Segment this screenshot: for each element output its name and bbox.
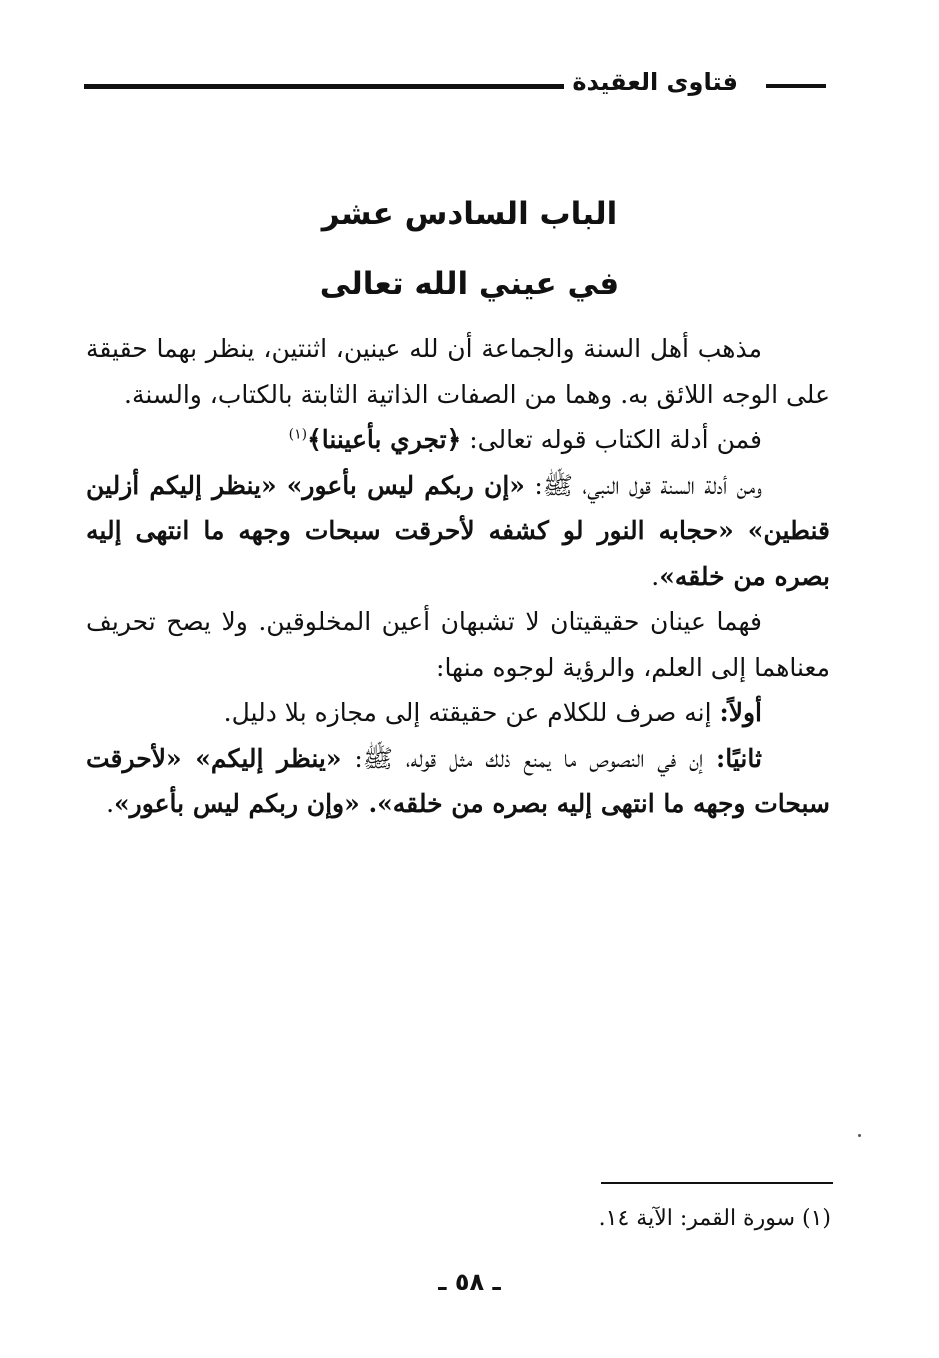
body-text — [86, 326, 830, 827]
paragraph-2 — [86, 417, 830, 463]
point-1-text: إنه صرف للكلام عن حقيقته إلى مجازه بلا دليل. — [223, 698, 720, 727]
footnote-separator — [601, 1182, 833, 1184]
chapter-subtitle: في عيني الله تعالى — [319, 266, 620, 302]
scan-speck — [858, 1134, 861, 1137]
point-2-label: ثانيًا: — [716, 743, 762, 773]
paragraph-3 — [86, 463, 830, 600]
paragraph-4: فهما عينان حقيقيتان لا تشبهان أعين المخلوقين. ولا يصح تحريف معناهما إلى العلم، والرؤية لوجوه منها: — [86, 607, 830, 682]
point-2-text: إن في النصوص ما يمنع ذلك مثل قوله، ﷺ: — [341, 743, 717, 773]
page-number: ـ ٥٨ ـ — [438, 1268, 501, 1296]
hadith-quotes: «إن ربكم ليس بأعور» «ينظر إليكم أزلين قنطين» «حجابه النور لو كشفه لأحرقت سبحات وجهه ما انتهى إليه بصره من خلقه» — [86, 470, 830, 591]
running-title: فتاوى العقيدة — [572, 68, 738, 96]
paragraph-1: مذهب أهل السنة والجماعة أن لله عينين، اثنتين، ينظر بهما حقيقة على الوجه اللائق به. وهما من الصفات الذاتية الثابتة بالكتاب، والسنة. — [86, 334, 830, 409]
quran-verse: ﴿تجري بأعيننا﴾ — [307, 425, 462, 454]
point-2-end: . — [106, 789, 115, 818]
paragraph-2-text: فمن أدلة الكتاب قوله تعالى: — [461, 425, 762, 454]
point-2-quotes: «ينظر إليكم» «لأحرقت سبحات وجهه ما انتهى إليه بصره من خلقه». «وإن ربكم ليس بأعور» — [86, 743, 830, 818]
point-2 — [86, 736, 830, 827]
chapter-title: الباب السادس عشر — [321, 196, 618, 232]
running-header — [84, 66, 826, 106]
point-1 — [86, 690, 830, 736]
footnote: (١) سورة القمر: الآية ١٤. — [598, 1206, 831, 1231]
paragraph-3-text: ومن أدلة السنة قول النبي، ﷺ: — [524, 470, 762, 500]
footnote-reference: (١) — [288, 426, 308, 443]
header-rule-short — [766, 84, 826, 88]
point-1-label: أولاً: — [719, 698, 762, 727]
paragraph-3-end: . — [651, 561, 660, 591]
header-rule-long — [84, 84, 564, 89]
